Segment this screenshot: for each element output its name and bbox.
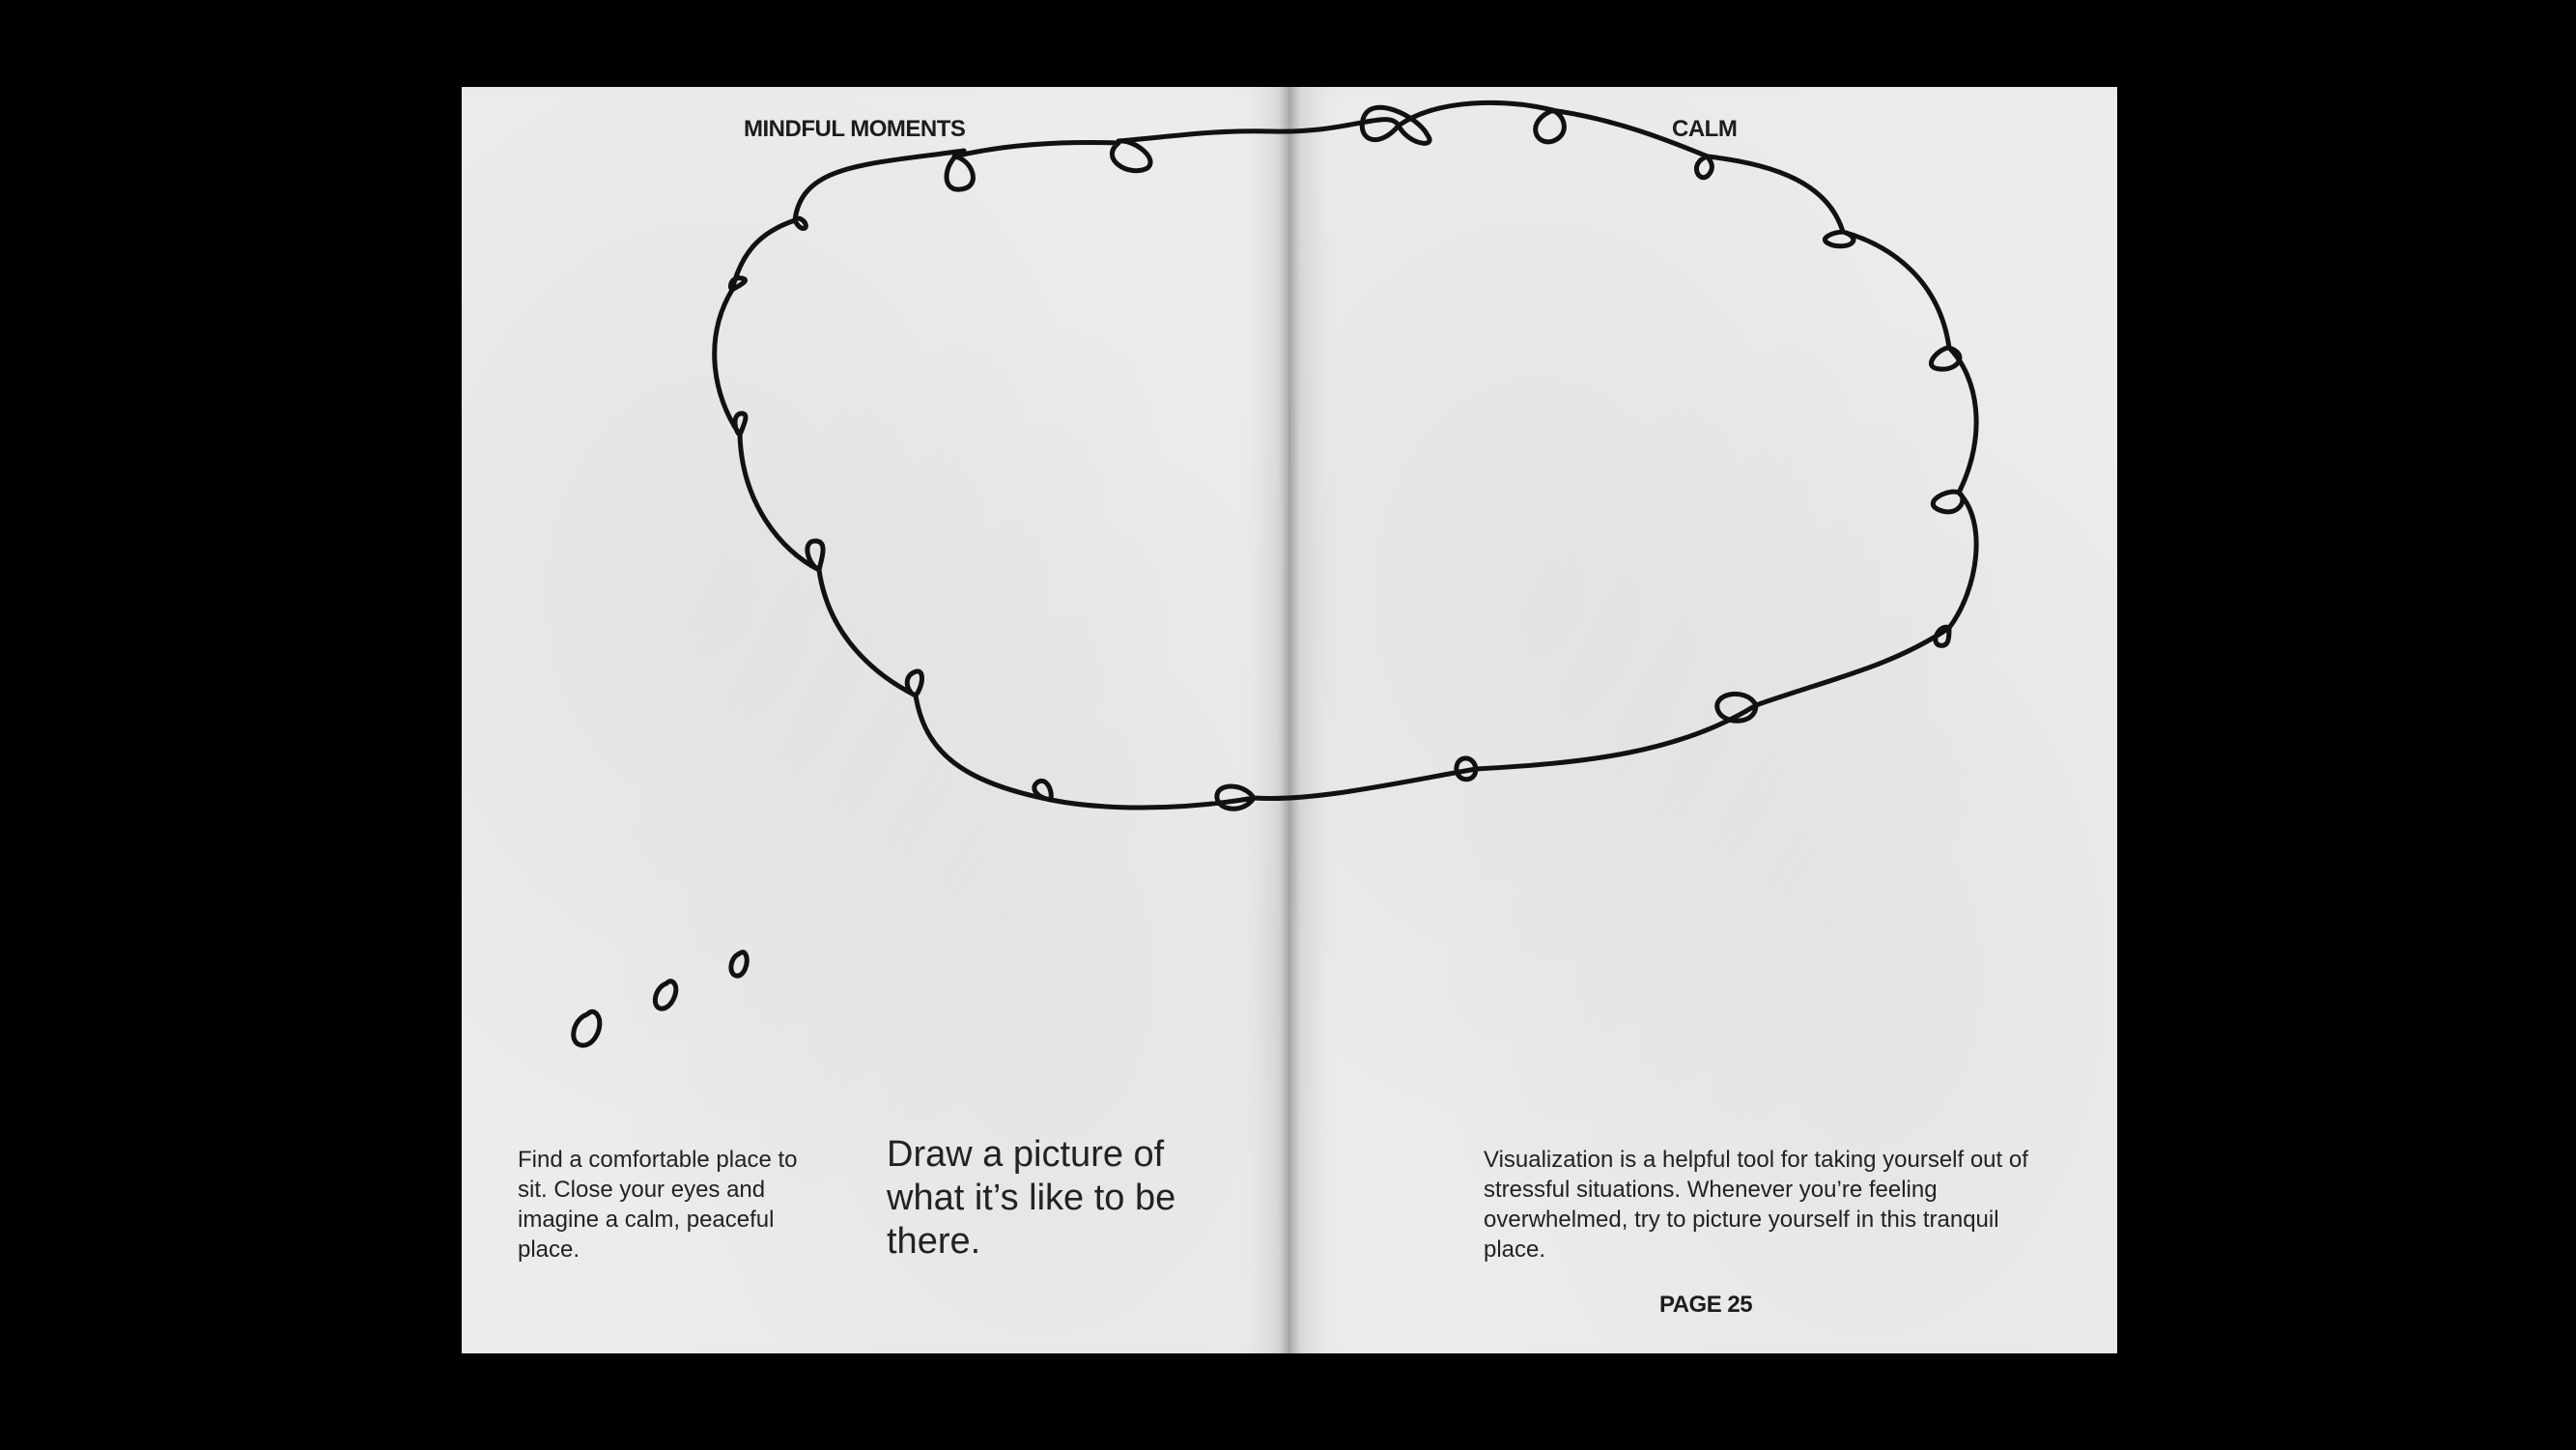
page-number: PAGE 25	[1659, 1292, 1753, 1318]
right-page-header: CALM	[1672, 116, 1738, 142]
left-page-header: MINDFUL MOMENTS	[744, 116, 966, 142]
visualization-paragraph: Visualization is a helpful tool for taking yourself out of stressful situations. Whenever you’re feeling overwhelmed, try to picture yourself in this tranquil place.	[1484, 1147, 2028, 1263]
booklet-gutter	[1279, 87, 1300, 1353]
left-instructions-text: Find a comfortable place to sit. Close your eyes and imagine a calm, peaceful place.	[518, 1147, 798, 1263]
open-booklet-spread	[462, 87, 2117, 1353]
drawing-prompt-text: Draw a picture of what it’s like to be there.	[887, 1134, 1176, 1262]
